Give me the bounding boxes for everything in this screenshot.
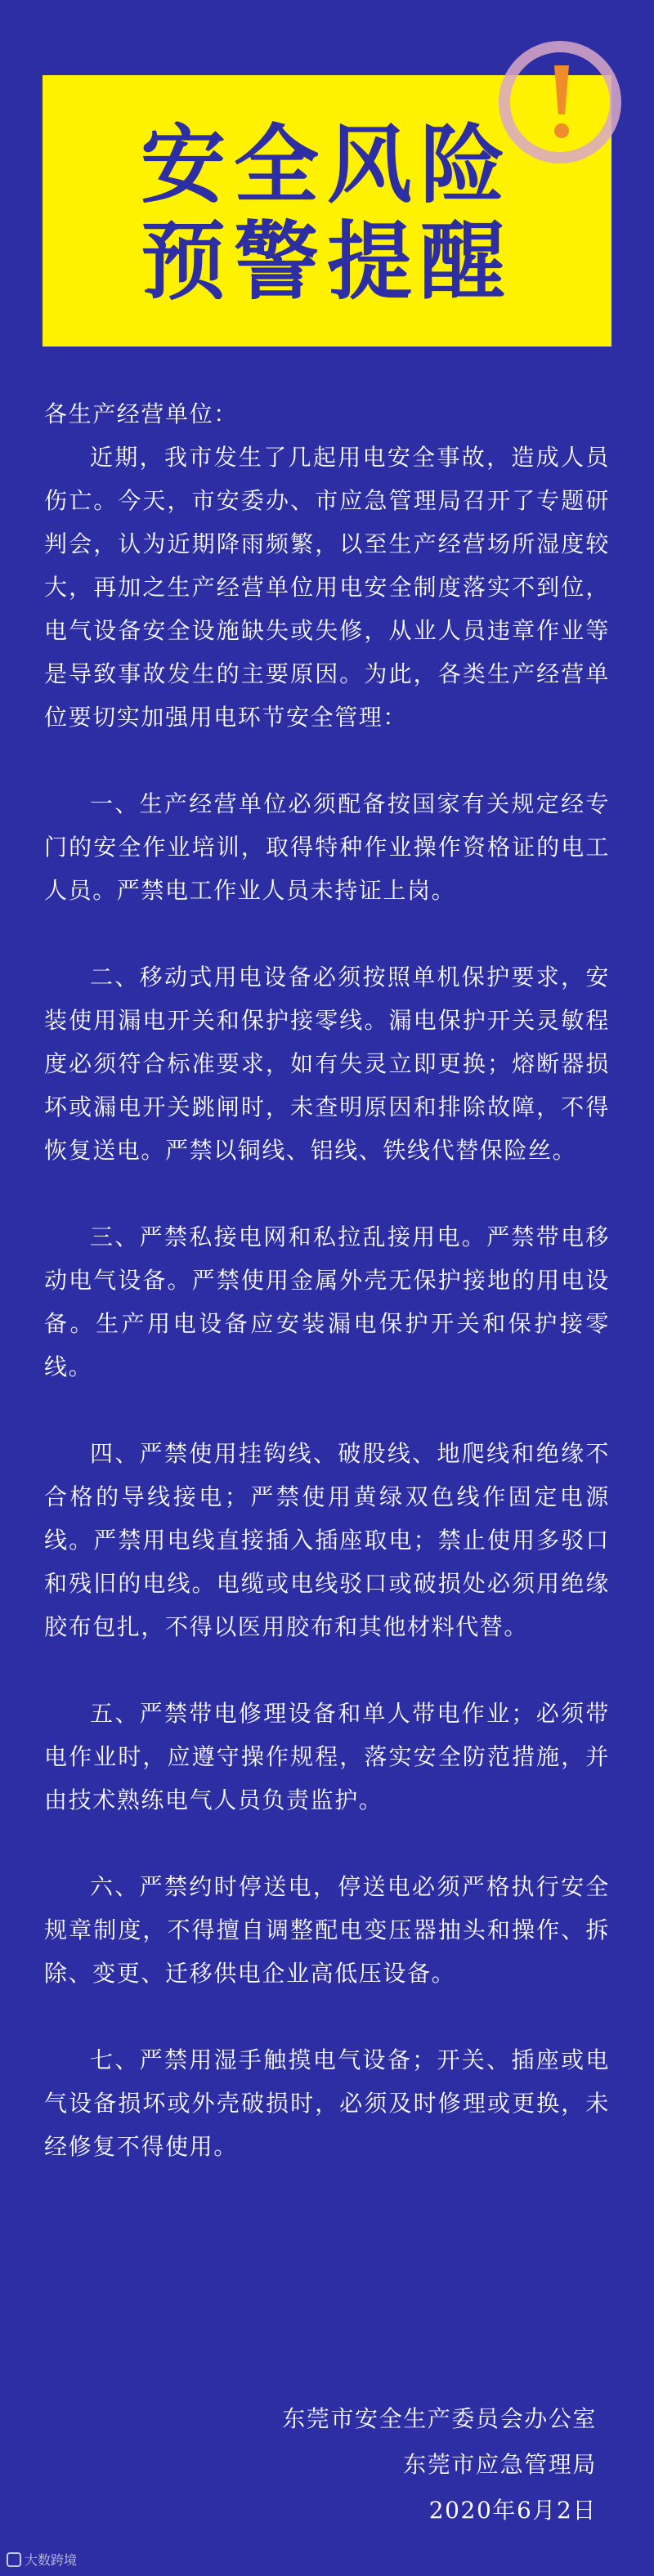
rule-item-1: 一、生产经营单位必须配备按国家有关规定经专门的安全作业培训，取得特种作业操作资格证的电工人员。严禁电工作业人员未持证上岗。 [44, 790, 610, 904]
salutation: 各生产经营单位： [44, 400, 238, 427]
intro-paragraph: 近期，我市发生了几起用电安全事故，造成人员伤亡。今天，市安委办、市应急管理局召开了专题研判会，认为近期降雨频繁，以至生产经营场所湿度较大，再加之生产经营单位用电安全制度落实不到位，电气设备安全设施缺失或失修，从业人员违章作业等是导致事故发生的主要原因。为此，各类生产经营单位要切实加强用电环节安全管理： [44, 444, 610, 731]
signature-org-emergency-bureau: 东莞市应急管理局 [403, 2451, 597, 2478]
rule-item-4: 四、严禁使用挂钩线、破股线、地爬线和绝缘不合格的导线接电；严禁使用黄绿双色线作固定电源线。严禁用电线直接插入插座取电；禁止使用多驳口和残旧的电线。电缆或电线驳口或破损处必须用绝缘胶布包扎，不得以医用胶布和其他材料代替。 [44, 1440, 610, 1640]
rule-item-2: 二、移动式用电设备必须按照单机保护要求，安装使用漏电开关和保护接零线。漏电保护开关灵敏程度必须符合标准要求，如有失灵立即更换；熔断器损坏或漏电开关跳闸时，未查明原因和排除故障，不得恢复送电。严禁以铜线、铝线、铁线代替保险丝。 [44, 964, 610, 1164]
rule-item-7: 七、严禁用湿手触摸电气设备；开关、插座或电气设备损坏或外壳破损时，必须及时修理或更换，未经修复不得使用。 [44, 2046, 610, 2160]
watermark-text: 大数跨境 [25, 2552, 78, 2568]
signature-org-safety-committee: 东莞市安全生产委员会办公室 [282, 2405, 597, 2432]
rule-item-3: 三、严禁私接电网和私拉乱接用电。严禁带电移动电气设备。严禁使用金属外壳无保护接地的用电设备。生产用电设备应安装漏电保护开关和保护接零线。 [44, 1223, 610, 1380]
notice-body [44, 392, 610, 2168]
banner-title-line1: 安全风险 [140, 115, 513, 215]
exclamation-circle-icon [490, 33, 629, 172]
rule-item-5: 五、严禁带电修理设备和单人带电作业；必须带电作业时，应遵守操作规程，落实安全防范措施，并由技术熟练电气人员负责监护。 [44, 1700, 610, 1813]
rule-item-6: 六、严禁约时停送电，停送电必须严格执行安全规章制度，不得擅自调整配电变压器抽头和操作、拆除、变更、迁移供电企业高低压设备。 [44, 1873, 610, 1987]
signature-block [282, 2396, 597, 2534]
signature-date: 2020年6月2日 [428, 2497, 597, 2524]
watermark-logo-icon [7, 2552, 21, 2567]
watermark [7, 2550, 77, 2569]
banner-title-line2: 预警提醒 [140, 212, 513, 311]
